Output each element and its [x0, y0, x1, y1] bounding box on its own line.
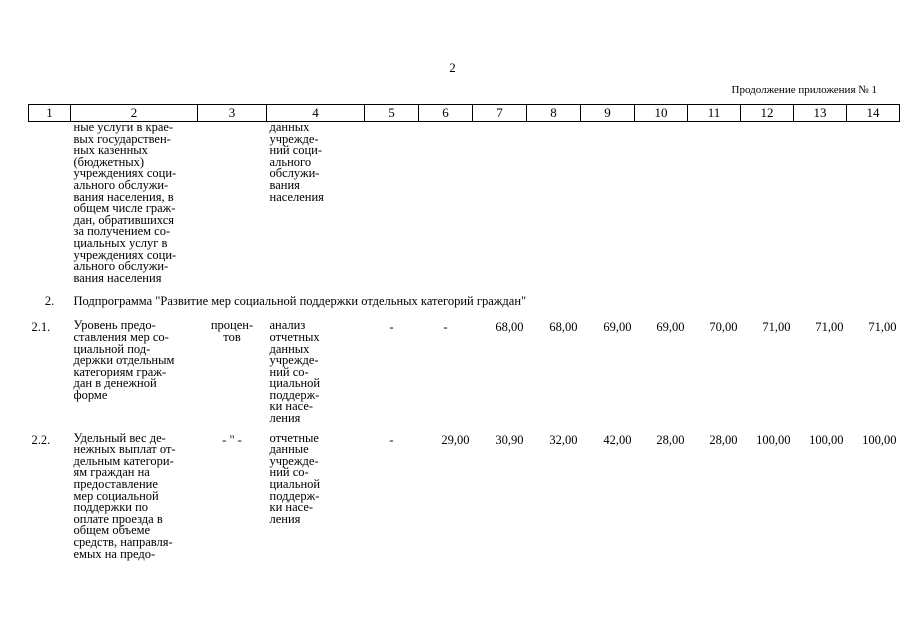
data-source: отчетные данные учрежде- ний со- циальной поддерж- ки насе- ления — [269, 430, 321, 526]
table-row — [29, 425, 900, 561]
data-source: анализ отчетных данных учрежде- ний со- циальной поддерж- ки насе- ления — [269, 318, 321, 426]
section-row — [29, 284, 900, 314]
column-header: 10 — [635, 105, 688, 122]
column-header: 13 — [794, 105, 847, 122]
column-header: 4 — [267, 105, 365, 122]
table-row — [29, 314, 900, 424]
indicator-name: ные услуги в крае- вых государствен- ных казенных (бюджетных) учреждениях соци- ального обслужи- вания населения, в общем числе граж- дан, обратившихся за получением со- циальных услуг в учреждениях соци- ального обслужи- вания населения — [73, 120, 177, 285]
column-header: 7 — [473, 105, 527, 122]
value-cell: 30,90 — [495, 432, 524, 447]
indicators-table — [28, 104, 900, 560]
value-cell: - — [443, 320, 448, 335]
column-header: 8 — [527, 105, 581, 122]
column-header: 12 — [741, 105, 794, 122]
value-cell: 71,00 — [762, 320, 791, 335]
value-cell: 32,00 — [549, 432, 578, 447]
column-number-row — [29, 105, 900, 122]
value-cell: 68,00 — [549, 320, 578, 335]
value-cell: 68,00 — [495, 320, 524, 335]
column-header: 2 — [71, 105, 198, 122]
value-cell: 28,00 — [709, 432, 738, 447]
row-number: 2.2. — [31, 432, 51, 447]
column-header: 11 — [688, 105, 741, 122]
value-cell: 28,00 — [656, 432, 685, 447]
unit: - " - — [222, 432, 242, 447]
column-header: 5 — [365, 105, 419, 122]
column-header: 9 — [581, 105, 635, 122]
column-header: 3 — [198, 105, 267, 122]
column-header: 1 — [29, 105, 71, 122]
value-cell: - — [389, 320, 394, 335]
section-title: Подпрограмма "Развитие мер социальной поддержки отдельных категорий граждан" — [73, 294, 527, 309]
value-cell: - — [389, 432, 394, 447]
value-cell: 29,00 — [441, 432, 470, 447]
section-number: 2. — [44, 294, 55, 309]
value-cell: 70,00 — [709, 320, 738, 335]
value-cell: 100,00 — [756, 432, 791, 447]
continued-row — [29, 122, 900, 285]
value-cell: 71,00 — [868, 320, 897, 335]
unit: процен- тов — [210, 318, 254, 344]
continuation-label: Продолжение приложения № 1 — [731, 84, 877, 96]
value-cell: 69,00 — [603, 320, 632, 335]
value-cell: 100,00 — [809, 432, 844, 447]
column-header: 6 — [419, 105, 473, 122]
value-cell: 69,00 — [656, 320, 685, 335]
value-cell: 71,00 — [815, 320, 844, 335]
row-number: 2.1. — [31, 320, 51, 335]
page-number: 2 — [449, 60, 456, 75]
indicator-name: Удельный вес де- нежных выплат от- дельным категори- ям граждан на предоставление мер социальной поддержки по оплате проезда в общем объеме средств, направля- емых на предо- — [73, 430, 176, 561]
data-source: данных учрежде- ний соци- ального обслужи- вания населения — [269, 120, 324, 204]
value-cell: 42,00 — [603, 432, 632, 447]
column-header: 14 — [847, 105, 900, 122]
value-cell: 100,00 — [862, 432, 897, 447]
indicator-name: Уровень предо- ставления мер со- циальной под- держки отдельным категориям граж- дан в денежной форме — [73, 318, 175, 402]
